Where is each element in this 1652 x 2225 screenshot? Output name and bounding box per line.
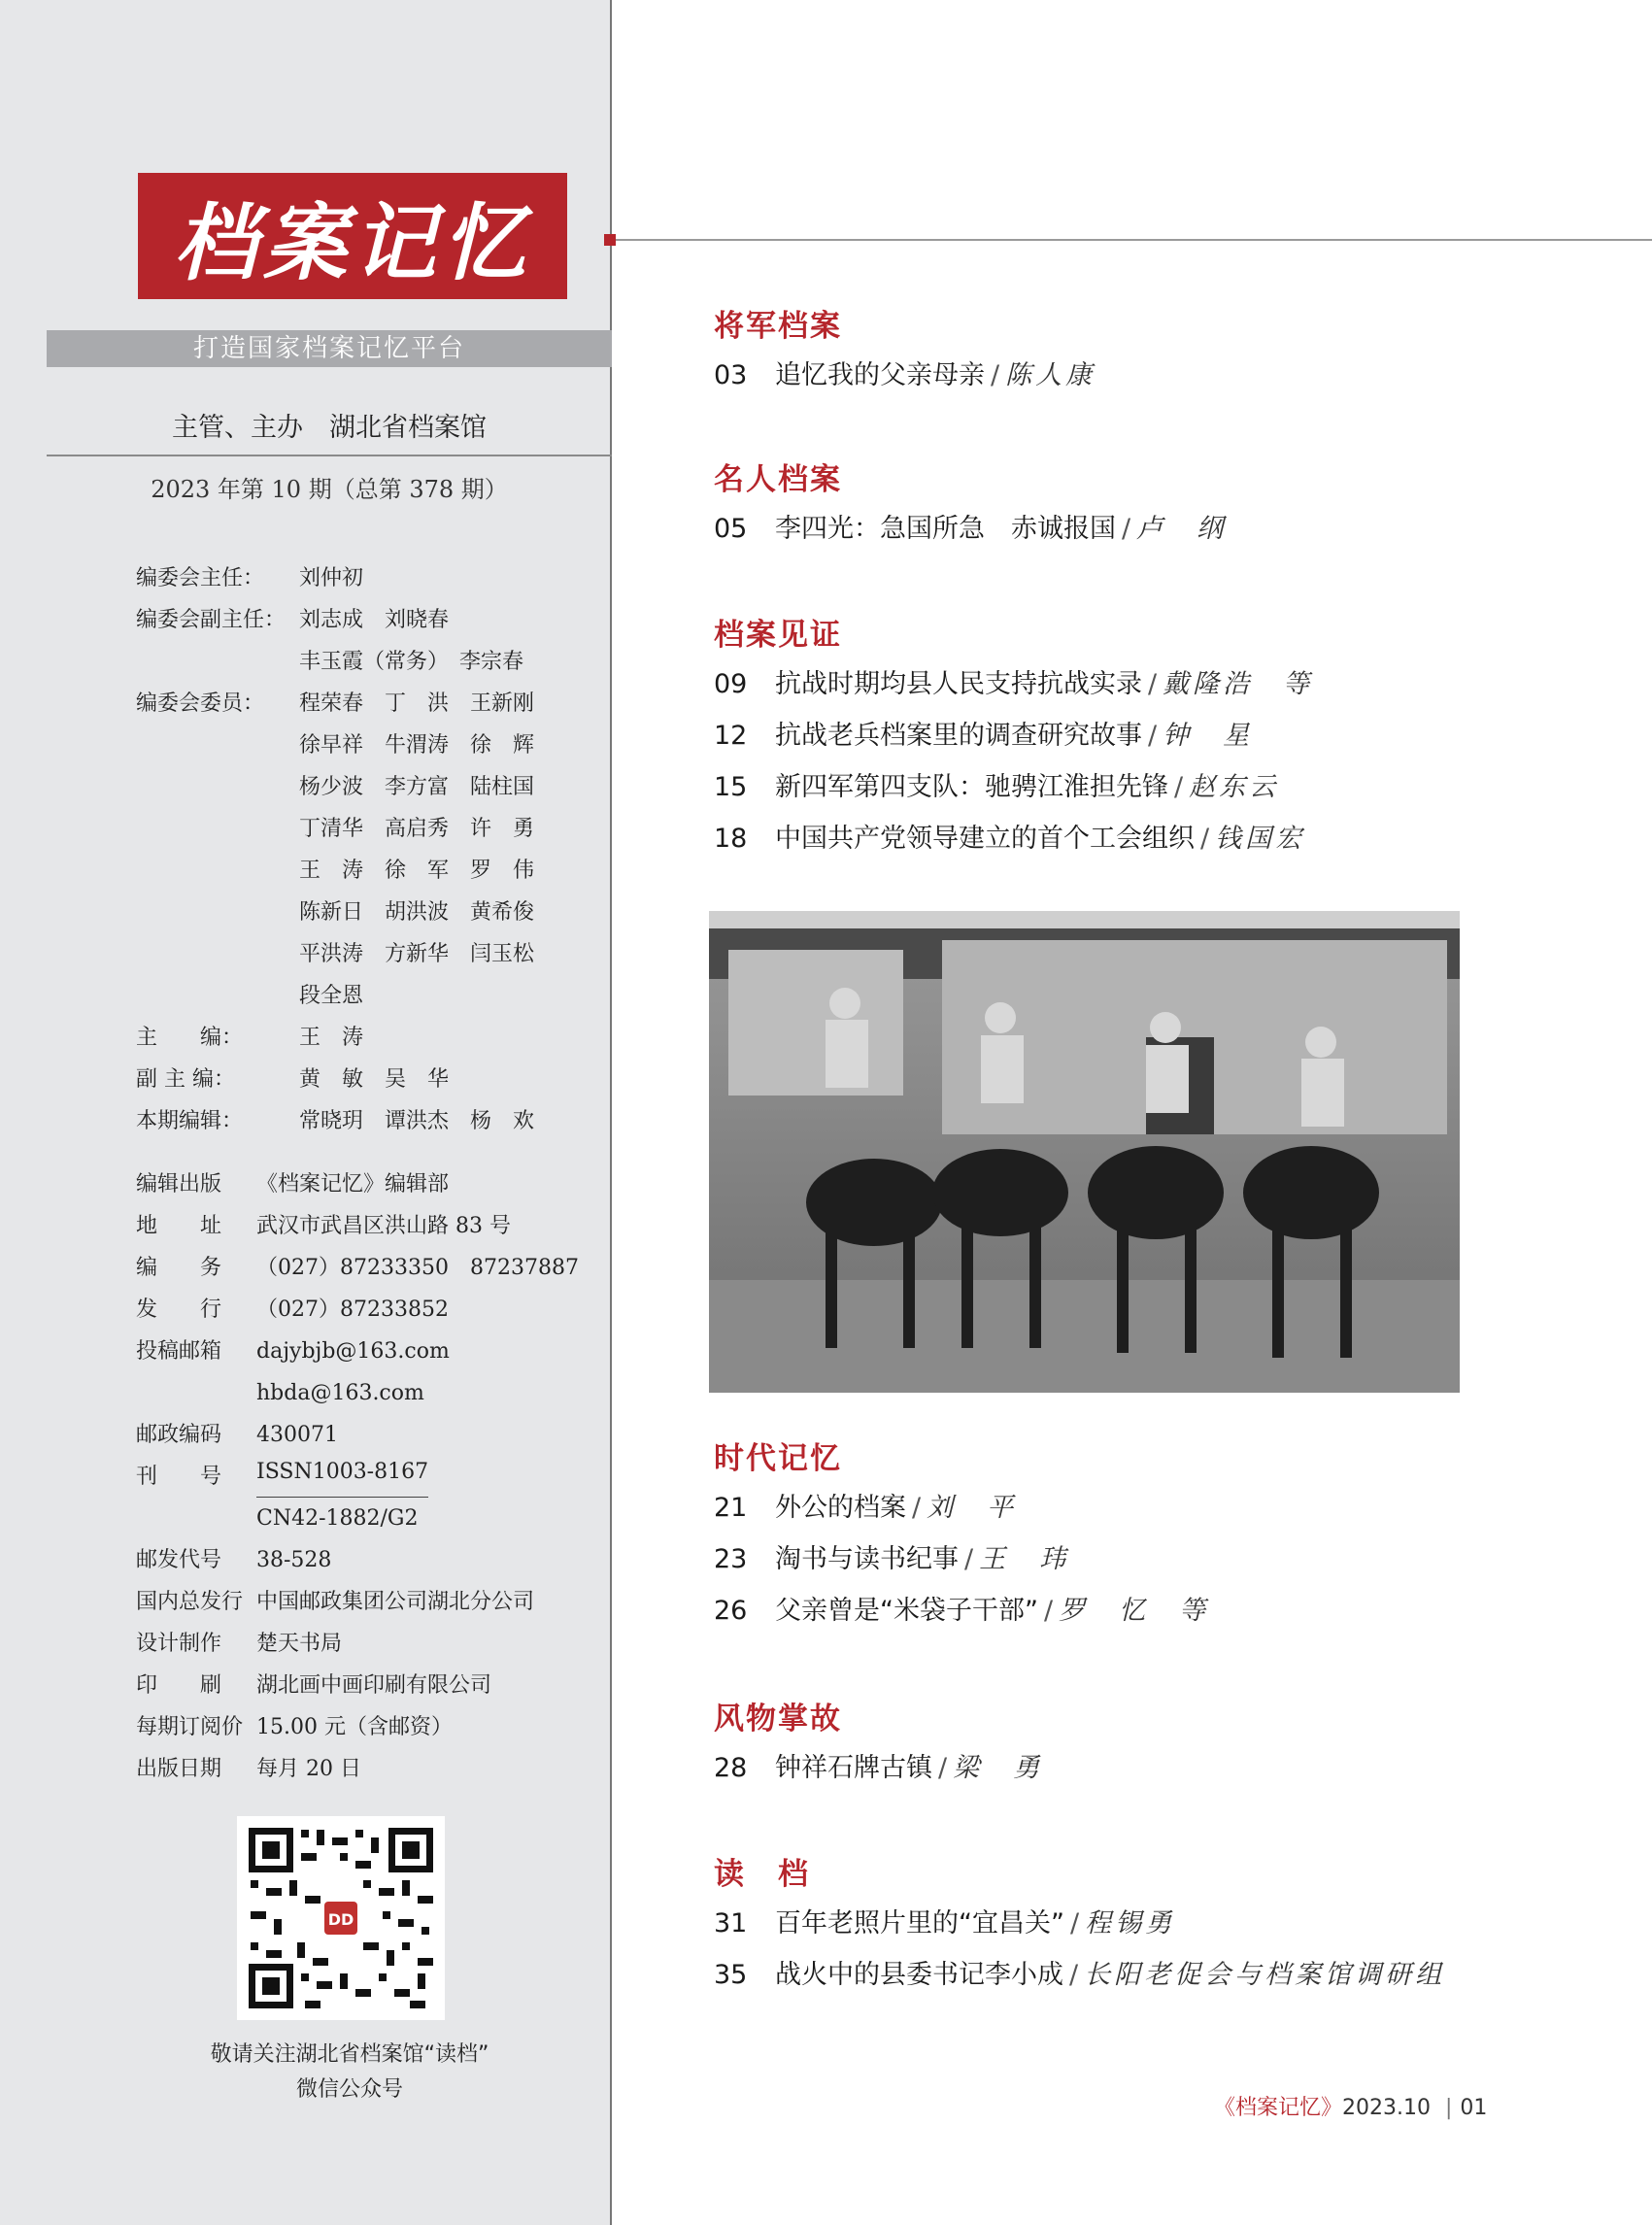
- info-label: [136, 1372, 256, 1414]
- submission-email[interactable]: dajybjb@163.com: [256, 1339, 450, 1364]
- toc-section: [714, 612, 1588, 864]
- info-row: [136, 1539, 579, 1581]
- footer-page-number: 01: [1460, 2096, 1488, 2120]
- page-number: 31: [714, 1908, 748, 1938]
- page-number: 23: [714, 1544, 748, 1574]
- toc-entry[interactable]: [714, 1482, 1588, 1534]
- separator: /: [1069, 1960, 1079, 1990]
- article-author: 钟 星: [1163, 721, 1254, 751]
- page-number: 15: [714, 772, 748, 802]
- info-label: 投稿邮箱: [136, 1339, 222, 1364]
- article-author: 梁 勇: [953, 1753, 1044, 1783]
- article-title: 新四军第四支队：驰骋江淮担先锋: [775, 772, 1168, 802]
- page-number: 12: [714, 721, 748, 751]
- magazine-logo: 档案记忆: [138, 173, 567, 299]
- info-value: 每月 20 日: [256, 1757, 361, 1781]
- article-author: 卢 纲: [1136, 514, 1228, 544]
- staff-value: 常晓玥 谭洪杰 杨 欢: [299, 1109, 535, 1133]
- section-title: 档案见证: [714, 618, 842, 653]
- staff-label: [136, 725, 299, 766]
- toc-entry[interactable]: [714, 350, 1588, 401]
- info-row: [136, 1372, 579, 1414]
- info-value: （027）87233350 87237887: [256, 1256, 579, 1280]
- info-label: 邮政编码: [136, 1423, 222, 1447]
- footer-divider: |: [1445, 2096, 1453, 2120]
- page-number: 03: [714, 360, 748, 390]
- publication-info: [136, 1163, 579, 1790]
- sidebar: [0, 0, 612, 2225]
- footer-magazine-name: 《档案记忆》: [1214, 2096, 1343, 2120]
- page-number: 26: [714, 1596, 748, 1626]
- svg-text:DD: DD: [327, 1910, 354, 1929]
- toc-entry[interactable]: [714, 1742, 1588, 1794]
- article-title: 钟祥石牌古镇: [775, 1753, 932, 1783]
- staff-value: 刘志成 刘晓春: [299, 608, 450, 632]
- info-value: CN42-1882/G2: [256, 1506, 419, 1531]
- staff-row: [136, 1100, 534, 1142]
- page-number: 28: [714, 1753, 748, 1783]
- page-number: 21: [714, 1493, 748, 1523]
- article-title: 李四光：急国所急 赤诚报国: [775, 514, 1116, 544]
- staff-row: [136, 599, 534, 641]
- staff-label: [136, 933, 299, 975]
- staff-value: 黄 敏 吴 华: [299, 1067, 450, 1092]
- divider: [47, 455, 612, 456]
- staff-label: [136, 975, 299, 1017]
- toc-entry[interactable]: [714, 761, 1588, 813]
- info-value: 15.00 元（含邮资）: [256, 1715, 453, 1739]
- toc-entry[interactable]: [714, 1534, 1588, 1585]
- toc-entry[interactable]: [714, 503, 1588, 555]
- staff-value: 杨少波 李方富 陆柱国: [299, 775, 535, 799]
- staff-value: 丁清华 高启秀 许 勇: [299, 817, 535, 841]
- header-rule: [612, 239, 1652, 241]
- section-title: 读 档: [714, 1857, 810, 1892]
- info-label: 邮发代号: [136, 1548, 222, 1572]
- staff-value: 陈新日 胡洪波 黄希俊: [299, 900, 535, 925]
- staff-row: [136, 725, 534, 766]
- article-title: 淘书与读书纪事: [775, 1544, 959, 1574]
- section-title: 时代记忆: [714, 1441, 842, 1476]
- qr-caption-line: 敬请关注湖北省档案馆“读档”: [210, 2042, 489, 2067]
- page-number: 18: [714, 824, 748, 854]
- staff-row: [136, 766, 534, 808]
- staff-label: 编委会委员：: [136, 691, 265, 716]
- info-value: 湖北画中画印刷有限公司: [256, 1673, 492, 1698]
- toc-section: [714, 303, 1588, 456]
- info-label: 编 务: [136, 1256, 222, 1280]
- qr-code-icon: [237, 1816, 445, 2020]
- info-value: （027）87233852: [256, 1298, 449, 1322]
- info-row: [136, 1247, 579, 1289]
- info-row: [136, 1331, 579, 1372]
- toc-section: [714, 1435, 1588, 1696]
- separator: /: [938, 1753, 948, 1783]
- toc-entry[interactable]: [714, 658, 1588, 710]
- staff-row: [136, 557, 534, 599]
- article-author: 钱国宏: [1215, 824, 1306, 854]
- article-author: 刘 平: [927, 1493, 1018, 1523]
- staff-row: [136, 1017, 534, 1059]
- info-label: 印 刷: [136, 1673, 222, 1698]
- staff-label: [136, 766, 299, 808]
- table-of-contents: [714, 303, 1588, 864]
- article-author: 陈人康: [1005, 360, 1096, 390]
- footer-issue: 2023.10: [1342, 2096, 1431, 2120]
- staff-row: [136, 641, 534, 683]
- info-row: [136, 1414, 579, 1456]
- staff-row: [136, 683, 534, 725]
- section-title: 名人档案: [714, 462, 842, 497]
- info-value: 楚天书局: [256, 1632, 343, 1656]
- staff-value: 王 涛 徐 军 罗 伟: [299, 859, 535, 883]
- staff-value: 刘仲初: [299, 566, 364, 590]
- toc-section: [714, 1851, 1588, 2001]
- staff-value: 程荣春 丁 洪 王新刚: [299, 691, 535, 716]
- info-label: 地 址: [136, 1214, 222, 1238]
- toc-entry[interactable]: [714, 710, 1588, 761]
- info-value: 430071: [256, 1423, 338, 1447]
- separator: /: [1174, 772, 1184, 802]
- article-author: 长阳老促会与档案馆调研组: [1084, 1960, 1446, 1990]
- info-row: [136, 1748, 579, 1790]
- page-number: 09: [714, 669, 748, 699]
- staff-value: 平洪涛 方新华 闫玉松: [299, 942, 535, 966]
- staff-value: 段全恩: [299, 984, 364, 1008]
- article-title: 百年老照片里的“宜昌关”: [775, 1908, 1064, 1938]
- article-title: 抗战老兵档案里的调查研究故事: [775, 721, 1142, 751]
- header-rule-marker: [604, 234, 616, 246]
- separator: /: [964, 1544, 974, 1574]
- editorial-board: [136, 557, 534, 1142]
- info-label: 发 行: [136, 1298, 222, 1322]
- staff-label: [136, 892, 299, 933]
- table-of-contents-continued: [714, 1435, 1588, 2001]
- info-row: [136, 1581, 579, 1623]
- page-footer: [1214, 2091, 1487, 2121]
- staff-label: [136, 808, 299, 850]
- info-row: [136, 1498, 579, 1539]
- wechat-qr-code[interactable]: [237, 1816, 445, 2020]
- separator: /: [1200, 824, 1210, 854]
- info-row: [136, 1289, 579, 1331]
- article-author: 戴隆浩 等: [1163, 669, 1314, 699]
- separator: /: [1122, 514, 1131, 544]
- staff-label: 本期编辑：: [136, 1109, 244, 1133]
- staff-label: 编委会副主任：: [136, 608, 287, 632]
- separator: /: [1043, 1596, 1054, 1626]
- staff-label: 主 编：: [136, 1026, 244, 1050]
- info-row: [136, 1205, 579, 1247]
- staff-label: [136, 850, 299, 892]
- staff-label: 副 主 编：: [136, 1067, 235, 1092]
- staff-row: [136, 975, 534, 1017]
- info-label: 刊 号: [136, 1465, 222, 1489]
- submission-email[interactable]: hbda@163.com: [256, 1381, 424, 1405]
- staff-row: [136, 892, 534, 933]
- slogan: 打造国家档案记忆平台: [47, 330, 612, 367]
- article-title: 外公的档案: [775, 1493, 906, 1523]
- info-value: 《档案记忆》编辑部: [256, 1172, 450, 1197]
- article-title: 战火中的县委书记李小成: [775, 1960, 1063, 1990]
- toc-entry[interactable]: [714, 1585, 1588, 1636]
- info-label: [136, 1498, 256, 1539]
- toc-entry[interactable]: [714, 1898, 1588, 1949]
- staff-value: 徐早祥 牛渭涛 徐 辉: [299, 733, 535, 758]
- article-title: 追忆我的父亲母亲: [775, 360, 985, 390]
- article-author: 赵东云: [1189, 772, 1280, 802]
- toc-entry[interactable]: [714, 813, 1588, 864]
- sponsor-line: 主管、主办 湖北省档案馆: [172, 413, 487, 443]
- article-title: 抗战时期均县人民支持抗战实录: [775, 669, 1142, 699]
- separator: /: [1148, 721, 1158, 751]
- separator: /: [991, 360, 1000, 390]
- historical-photo-cavalry: [709, 911, 1460, 1393]
- info-row: [136, 1665, 579, 1706]
- info-label: 每期订阅价: [136, 1715, 244, 1739]
- page-number: 35: [714, 1960, 748, 1990]
- info-row: [136, 1456, 579, 1498]
- info-value: 中国邮政集团公司湖北分公司: [256, 1590, 535, 1614]
- toc-section: [714, 456, 1588, 612]
- info-label: 出版日期: [136, 1757, 222, 1781]
- info-value: 38-528: [256, 1548, 332, 1572]
- staff-value: 丰玉霞（常务） 李宗春: [299, 650, 524, 674]
- staff-label: 编委会主任：: [136, 566, 265, 590]
- staff-row: [136, 1059, 534, 1100]
- staff-row: [136, 850, 534, 892]
- info-row: [136, 1706, 579, 1748]
- separator: /: [912, 1493, 922, 1523]
- info-value: 武汉市武昌区洪山路 83 号: [256, 1214, 511, 1238]
- separator: /: [1148, 669, 1158, 699]
- info-label: 国内总发行: [136, 1590, 244, 1614]
- toc-entry[interactable]: [714, 1949, 1588, 2001]
- article-author: 程锡勇: [1085, 1908, 1176, 1938]
- staff-label: [136, 641, 299, 683]
- separator: /: [1069, 1908, 1080, 1938]
- staff-value: 王 涛: [299, 1026, 364, 1050]
- info-row: [136, 1163, 579, 1205]
- info-value: ISSN1003-8167: [256, 1456, 428, 1498]
- article-author: 罗 忆 等: [1059, 1596, 1210, 1626]
- staff-row: [136, 808, 534, 850]
- section-title: 风物掌故: [714, 1702, 842, 1736]
- info-label: 编辑出版: [136, 1172, 222, 1197]
- article-author: 王 玮: [979, 1544, 1070, 1574]
- section-title: 将军档案: [714, 309, 842, 344]
- photo-image: [709, 911, 1460, 1393]
- info-label: 设计制作: [136, 1632, 222, 1656]
- staff-row: [136, 933, 534, 975]
- article-title: 中国共产党领导建立的首个工会组织: [775, 824, 1195, 854]
- qr-caption-line: 微信公众号: [295, 2077, 403, 2102]
- issue-number: 2023 年第 10 期（总第 378 期）: [151, 476, 508, 503]
- article-title: 父亲曾是“米袋子干部”: [775, 1596, 1038, 1626]
- info-row: [136, 1623, 579, 1665]
- page-number: 05: [714, 514, 748, 544]
- toc-section: [714, 1696, 1588, 1851]
- qr-caption: [155, 2038, 544, 2107]
